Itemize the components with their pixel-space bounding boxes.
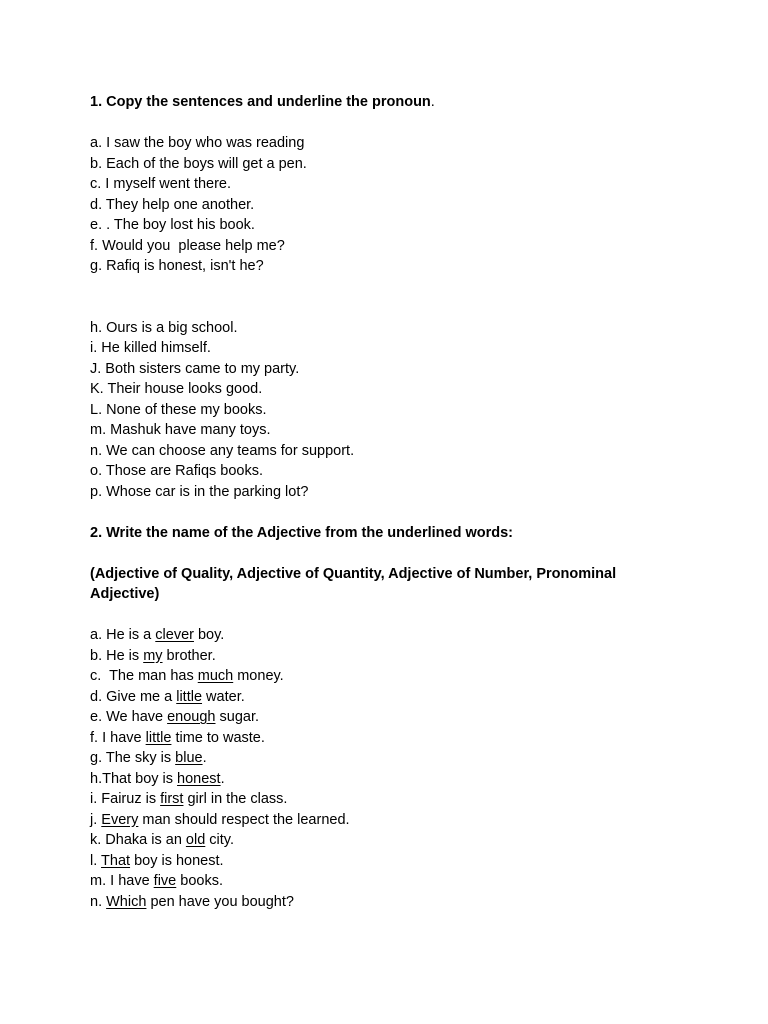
adjective-item: e. We have enough sugar.: [90, 709, 260, 725]
sentence: h. Ours is a big school.: [90, 319, 238, 336]
underlined-word: clever: [155, 627, 194, 643]
sentence: m. Mashuk have many toys.: [90, 422, 271, 438]
sentence: f. Would you please help me?: [90, 237, 285, 254]
adjective-item: l. That boy is honest.: [90, 852, 224, 869]
sentence: J. Both sisters came to my party.: [90, 360, 300, 377]
adjective-item: h.That boy is honest.: [90, 770, 225, 787]
sentence: n. We can choose any teams for support.: [90, 442, 355, 459]
underlined-word: blue: [175, 750, 203, 766]
underlined-word: honest: [177, 770, 221, 787]
sentence: p. Whose car is in the parking lot?: [90, 483, 309, 500]
adjective-item: f. I have little time to waste.: [90, 729, 265, 746]
sentence: c. I myself went there.: [90, 176, 232, 192]
adjective-item: i. Fairuz is first girl in the class.: [90, 791, 288, 807]
underlined-word: old: [185, 832, 206, 848]
sentence: b. Each of the boys will get a pen.: [90, 155, 307, 172]
section1-group-b: [90, 318, 680, 503]
underlined-word: enough: [167, 709, 216, 725]
adjective-item: g. The sky is blue.: [90, 750, 207, 766]
underlined-word: Every: [101, 811, 139, 828]
section1-heading: 1. Copy the sentences and underline the pronoun: [90, 94, 431, 110]
adjective-item: d. Give me a little water.: [90, 688, 245, 705]
sentence: o. Those are Rafiqs books.: [90, 463, 264, 479]
sentence: g. Rafiq is honest, isn't he?: [90, 258, 264, 274]
section2-heading: 2. Write the name of the Adjective from the underlined words:: [90, 524, 513, 541]
sentence: L. None of these my books.: [90, 401, 267, 418]
sentence: K. Their house looks good.: [90, 381, 263, 397]
adjective-item: c. The man has much money.: [90, 668, 284, 684]
adjective-item: j. Every man should respect the learned.: [90, 811, 350, 828]
underlined-word: much: [197, 668, 234, 684]
adjective-item: a. He is a clever boy.: [90, 627, 225, 643]
section1-group-a: [90, 133, 680, 277]
underlined-word: That: [101, 852, 131, 869]
adjective-item: k. Dhaka is an old city.: [90, 832, 235, 848]
underlined-word: Which: [106, 893, 147, 910]
adjective-item: n. Which pen have you bought?: [90, 893, 294, 910]
sentence: e. . The boy lost his book.: [90, 217, 255, 233]
underlined-word: first: [160, 791, 184, 807]
sentence: d. They help one another.: [90, 196, 255, 213]
underlined-word: little: [145, 729, 172, 746]
sentence: i. He killed himself.: [90, 340, 211, 356]
adjective-item: m. I have five books.: [90, 873, 223, 889]
worksheet: [90, 92, 680, 912]
underlined-word: five: [153, 873, 177, 889]
section2-options: (Adjective of Quality, Adjective of Quantity, Adjective of Number, Pronominal Adjective): [90, 565, 617, 602]
section1-heading-line: [90, 92, 680, 113]
sentence: a. I saw the boy who was reading: [90, 135, 305, 151]
underlined-word: my: [143, 647, 163, 664]
section2-items: [90, 625, 680, 912]
adjective-item: b. He is my brother.: [90, 647, 216, 664]
section1-heading-tail: .: [430, 94, 435, 110]
underlined-word: little: [176, 688, 203, 705]
